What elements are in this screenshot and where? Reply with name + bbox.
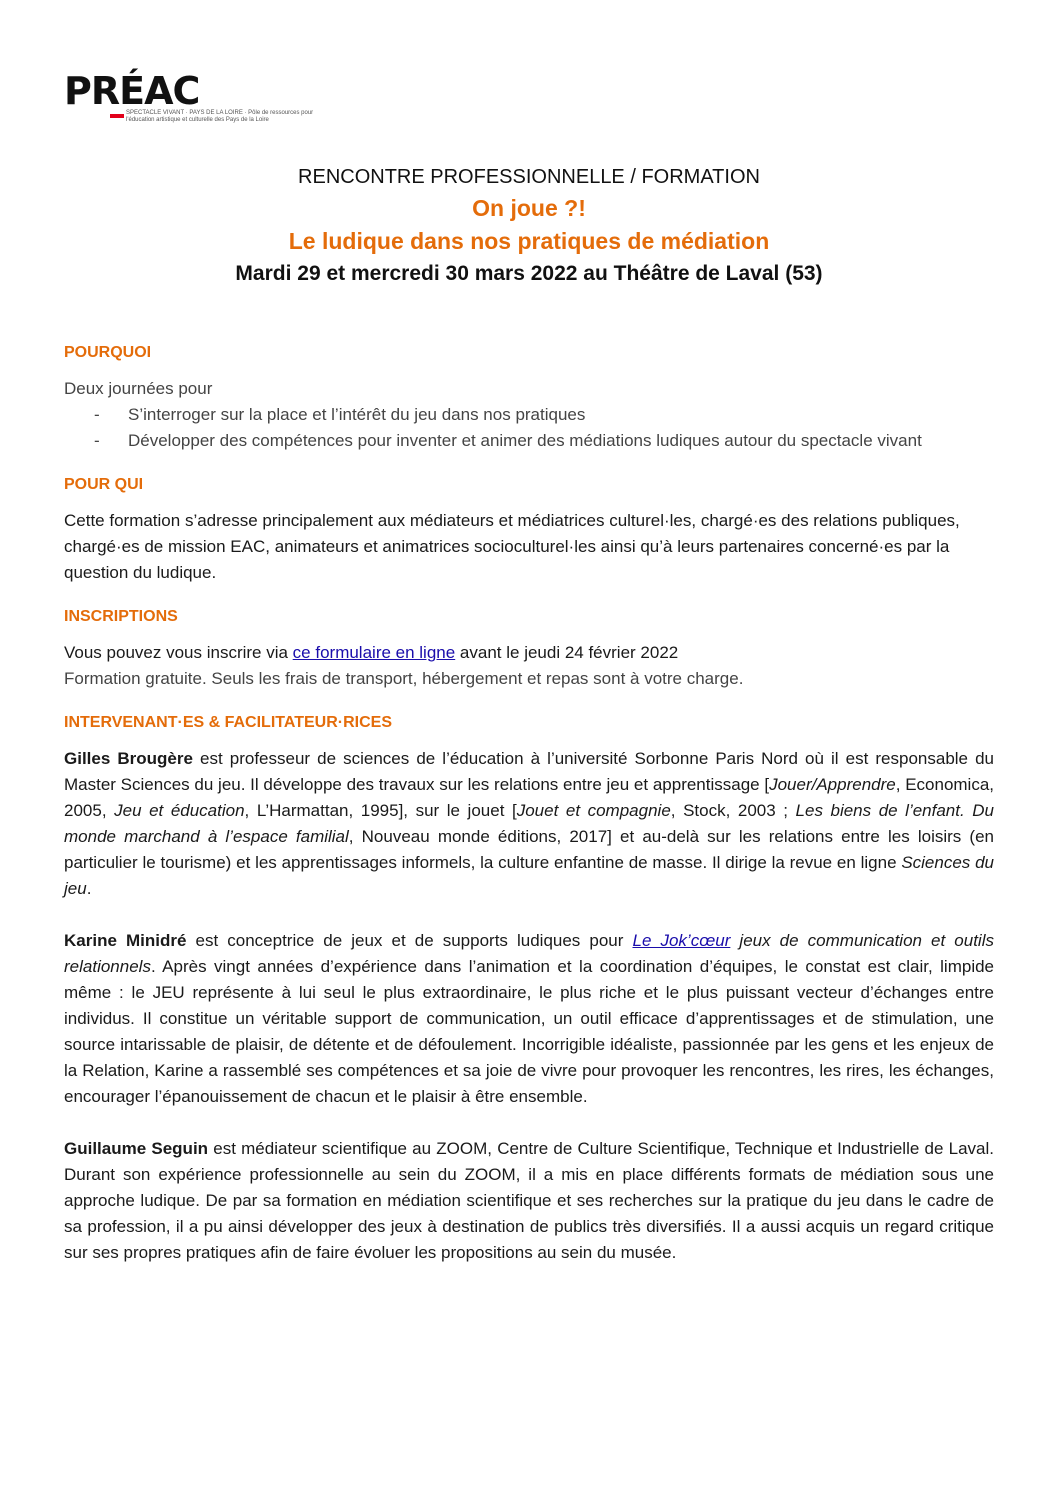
bio-text: . Après vingt années d’expérience dans l’animation et la coordination d’équipes, le constat est clair, limpide même : le JEU représente à lui seul le plus extraordinaire, le plus riche et le plus puissant vecteur d’échanges entre individus. Il constitue un véritable support de communication, un outil efficace d’apprentissages et de stimulation, une source intarissable de plaisir, de détente et de défoulement. Incorrigible idéaliste, passionnée par les gens et les enjeux de la Relation, Karine a rassemblé ses compétences et sa joie de vivre pour provoquer les rencontres, les rires, les échanges, encourager l’épanouissement de chacun et le plaisir à être ensemble. [64,957,994,1106]
bio-name: Guillaume Seguin [64,1139,209,1158]
bio-italic: Sciences du jeu [64,853,994,898]
bio-text: est médiateur scientifique au ZOOM, Centre de Culture Scientifique, Technique et Industrielle de Laval. Durant son expérience professionnelle au sein du ZOOM, il a mis en place différents formats de médiation sous une approche ludique. De par sa formation en médiation scientifique et ses recherches sur la pratique du jeu dans le cadre de sa profession, il a pu ainsi développer des jeux à destination de publics très diversifiés. Il a aussi acquis un regard critique sur ses propres pratiques afin de faire évoluer les propositions au sein du musée. [64,1139,994,1262]
bio-gilles [64,746,994,902]
bio-text: , Nouveau monde éditions, 2017] et au-delà sur les relations entre les loisirs (en particulier le tourisme) et les apprentissages informels, la culture enfantine de masse. Il dirige la revue en ligne [64,827,994,872]
bio-text: . [86,879,92,898]
logo-subtitle: SPECTACLE VIVANT · PAYS DE LA LOIRE · Pôle de ressources pour l'éducation artistique et culturelle des Pays de la Loire [126,110,314,123]
section-title-intervenants: INTERVENANT·ES & FACILITATEUR·RICES [64,714,393,731]
bio-italic: jeux de communication et outils relationnels [64,931,994,976]
document-header [0,162,1058,289]
pourquoi-list [64,402,994,454]
bio-karine [64,928,994,1110]
bio-name: Gilles Brougère [64,749,193,768]
bio-italic: Jouer/Apprendre [769,775,896,794]
pour-qui-text: Cette formation s’adresse principalement aux médiateurs et médiatrices culturel·les, chargé·es des relations publiques, chargé·es de mission EAC, animateurs et animatrices socioculturel·les ainsi qu’à leurs partenaires concerné·es par la question du ludique. [64,511,960,582]
header-date-line: Mardi 29 et mercredi 30 mars 2022 au Théâtre de Laval (53) [235,262,823,285]
header-title-line2: Le ludique dans nos pratiques de médiation [288,228,770,254]
bio-text: , Stock, 2003 ; [670,801,796,820]
inscriptions-text-before: Vous pouvez vous inscrire via [64,643,293,662]
bio-text: , Economica, 2005, [64,775,995,820]
bio-name: Karine Minidré [64,931,187,950]
logo-wordmark: PRÉAC [64,69,200,113]
jokcoeur-link[interactable] [632,931,730,950]
bio-italic: Les biens de l’enfant. Du monde marchand à l’espace familial [64,801,995,846]
link-label: Le Jok’cœur [632,931,731,950]
bio-italic: Jouet et compagnie [516,801,671,820]
inscriptions-text-after: avant le jeudi 24 février 2022 [455,643,679,662]
bio-text: est professeur de sciences de l’éducation à l’université Sorbonne Paris Nord où il est responsable du Master Sciences du jeu. Il développe des travaux sur les relations entre jeu et apprentissage [ [64,749,994,794]
list-item: - S’interroger sur la place et l’intérêt du jeu dans nos pratiques [94,402,994,428]
section-title-pour-qui: POUR QUI [64,476,144,493]
document-body [64,340,994,1266]
section-title-inscriptions: INSCRIPTIONS [64,608,178,625]
inscriptions-line1 [64,640,994,666]
list-item: - Développer des compétences pour inventer et animer des médiations ludiques autour du spectacle vivant [94,428,994,454]
pourquoi-intro: Deux journées pour [64,379,213,398]
registration-form-link[interactable]: ce formulaire en ligne [292,643,456,662]
inscriptions-line2: Formation gratuite. Seuls les frais de transport, hébergement et repas sont à votre charge. [64,669,744,688]
bio-guillaume [64,1136,994,1266]
header-kicker: RENCONTRE PROFESSIONNELLE / FORMATION [298,166,760,188]
section-title-pourquoi: POURQUOI [64,344,152,361]
logo-red-bar [110,114,124,118]
bio-text: , L’Harmattan, 1995], sur le jouet [ [244,801,517,820]
header-title-line1: On joue ?! [472,195,586,221]
bio-text: est conceptrice de jeux et de supports ludiques pour [186,931,633,950]
preac-logo [64,69,314,132]
bio-italic: Jeu et éducation [114,801,245,820]
